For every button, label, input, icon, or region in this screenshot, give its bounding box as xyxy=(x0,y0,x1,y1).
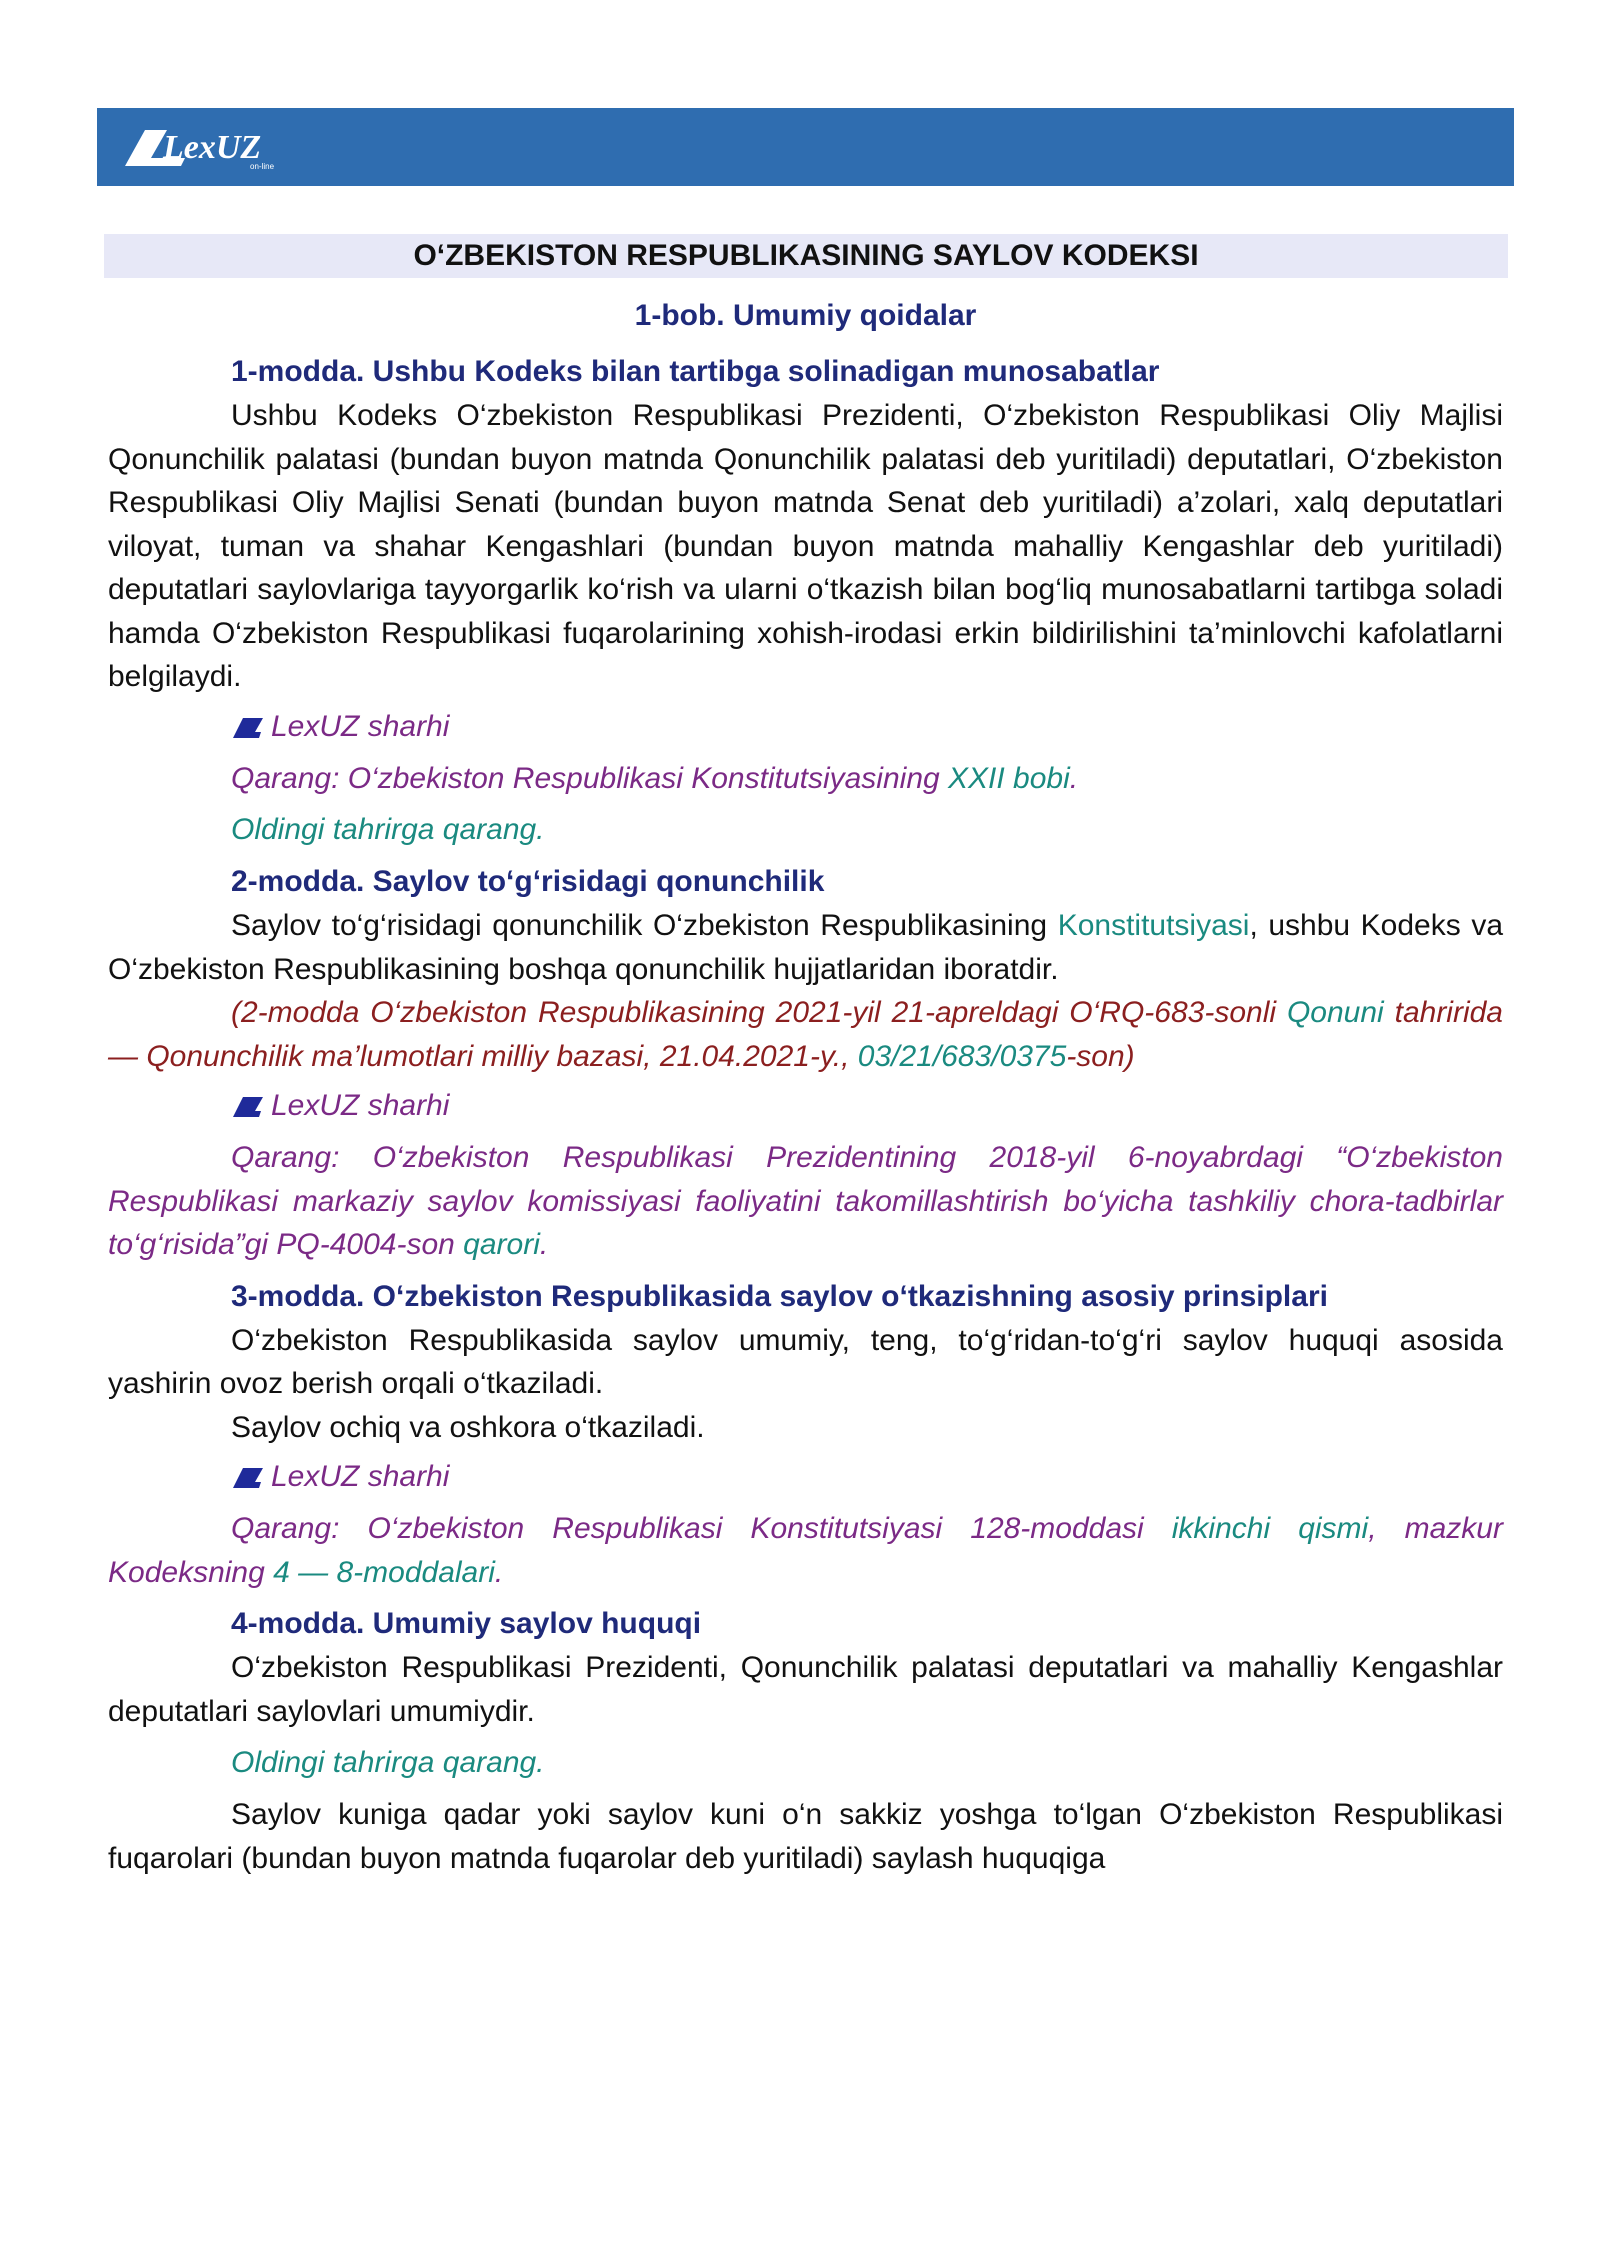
document-title: O‘ZBEKISTON RESPUBLIKASINING SAYLOV KODEKSI xyxy=(104,234,1508,278)
document-body xyxy=(108,290,1503,1880)
reference-note: Qarang: O‘zbekiston Respublikasi Konstitutsiyasining XXII bobi. xyxy=(231,761,1079,795)
chapter-heading: 1-bob. Umumiy qoidalar xyxy=(634,299,977,332)
lexuz-comment-icon xyxy=(231,1093,265,1119)
article-heading: 2-modda. Saylov to‘g‘risidagi qonunchilik xyxy=(231,865,825,898)
article-heading: 3-modda. O‘zbekiston Respublikasida saylov o‘tkazishning asosiy prinsiplari xyxy=(231,1279,1328,1313)
lexuz-comment-icon xyxy=(231,714,265,740)
article-heading: 4-modda. Umumiy saylov huquqi xyxy=(231,1607,702,1640)
article-text: O‘zbekiston Respublikasi Prezidenti, Qonunchilik palatasi deputatlari va mahalliy Kengashlar deputatlari saylovlari umumiydir. xyxy=(108,1651,1503,1728)
reference-link[interactable]: qarori xyxy=(463,1228,540,1261)
lexuz-comment[interactable] xyxy=(108,705,1503,749)
edition-note: (2-modda O‘zbekiston Respublikasining 2021-yil 21-apreldagi O‘RQ-683-sonli Qonuni tahririda — Qonunchilik ma’lumotlari milliy bazasi, 21.04.2021-y., 03/21/683/0375-son) xyxy=(108,996,1503,1073)
article-text: Saylov kuniga qadar yoki saylov kuni o‘n sakkiz yoshga to‘lgan O‘zbekiston Respublikasi fuqarolari (bundan buyon matnda fuqarolar deb yuritiladi) saylash huquqiga xyxy=(108,1798,1503,1875)
lexuz-logo[interactable] xyxy=(115,122,315,172)
reference-link[interactable]: XXII bobi xyxy=(948,761,1070,795)
reference-link[interactable]: 4 — 8-moddalari xyxy=(273,1555,495,1589)
previous-edition-link[interactable]: Oldingi tahrirga qarang. xyxy=(231,813,545,846)
lexuz-comment-label: LexUZ sharhi xyxy=(271,1460,450,1493)
lexuz-comment-icon xyxy=(231,1464,265,1490)
lexuz-comment-label: LexUZ sharhi xyxy=(271,709,450,743)
law-link[interactable]: Qonuni xyxy=(1286,996,1384,1029)
lexuz-comment-label: LexUZ sharhi xyxy=(271,1089,450,1122)
lexuz-comment[interactable] xyxy=(108,1455,1503,1499)
reference-note: Qarang: O‘zbekiston Respublikasi Konstitutsiyasi 128-moddasi ikkinchi qismi, mazkur Kodeksning 4 — 8-moddalari. xyxy=(108,1512,1503,1589)
article-text: Saylov ochiq va oshkora o‘tkaziladi. xyxy=(231,1410,705,1444)
lexuz-comment[interactable] xyxy=(108,1084,1503,1128)
article-text: Saylov to‘g‘risidagi qonunchilik O‘zbekiston Respublikasining Konstitutsiyasi, ushbu Kodeks va O‘zbekiston Respublikasining boshqa qonunchilik hujjatlaridan iboratdir. xyxy=(108,909,1504,986)
reference-link[interactable]: ikkinchi qismi xyxy=(1171,1512,1369,1545)
article-text: Ushbu Kodeks O‘zbekiston Respublikasi Prezidenti, O‘zbekiston Respublikasi Oliy Majlisi Qonunchilik palatasi (bundan buyon matnda Qonunchilik palatasi deb yuritiladi) deputatlari, O‘zbekiston Respublikasi Oliy Majlisi Senati (bundan buyon matnda Senat deb yuritiladi) a’zolari, xalq deputatlari viloyat, tuman va shahar Kengashlari (bundan buyon matnda mahalliy Kengashlar deb yuritiladi) deputatlari saylovlariga tayyorgarlik ko‘rish va ularni o‘tkazish bilan bog‘liq munosabatlarni tartibga soladi hamda O‘zbekiston Respublikasi fuqarolarining xohish-irodasi erkin bildirilishini ta’minlovchi kafolatlarni belgilaydi. xyxy=(108,399,1503,693)
svg-text:on-line: on-line xyxy=(250,162,275,171)
svg-text:LexUZ: LexUZ xyxy=(163,129,262,166)
constitution-link[interactable]: Konstitutsiyasi xyxy=(1057,909,1250,942)
header-bar xyxy=(97,108,1514,186)
article-heading: 1-modda. Ushbu Kodeks bilan tartibga solinadigan munosabatlar xyxy=(231,355,1160,388)
reference-note: Qarang: O‘zbekiston Respublikasi Prezidentining 2018-yil 6-noyabrdagi “O‘zbekiston Respublikasi markaziy saylov komissiyasi faoliyatini takomillashtirish bo‘yicha tashkiliy chora-tadbirlar to‘g‘risida”gi PQ-4004-son qarori. xyxy=(108,1141,1503,1261)
previous-edition-link[interactable]: Oldingi tahrirga qarang. xyxy=(231,1746,545,1779)
article-text: O‘zbekiston Respublikasida saylov umumiy, teng, to‘g‘ridan-to‘g‘ri saylov huquqi asosida yashirin ovoz berish orqali o‘tkaziladi. xyxy=(108,1323,1503,1400)
database-link[interactable]: 03/21/683/0375 xyxy=(857,1039,1067,1073)
